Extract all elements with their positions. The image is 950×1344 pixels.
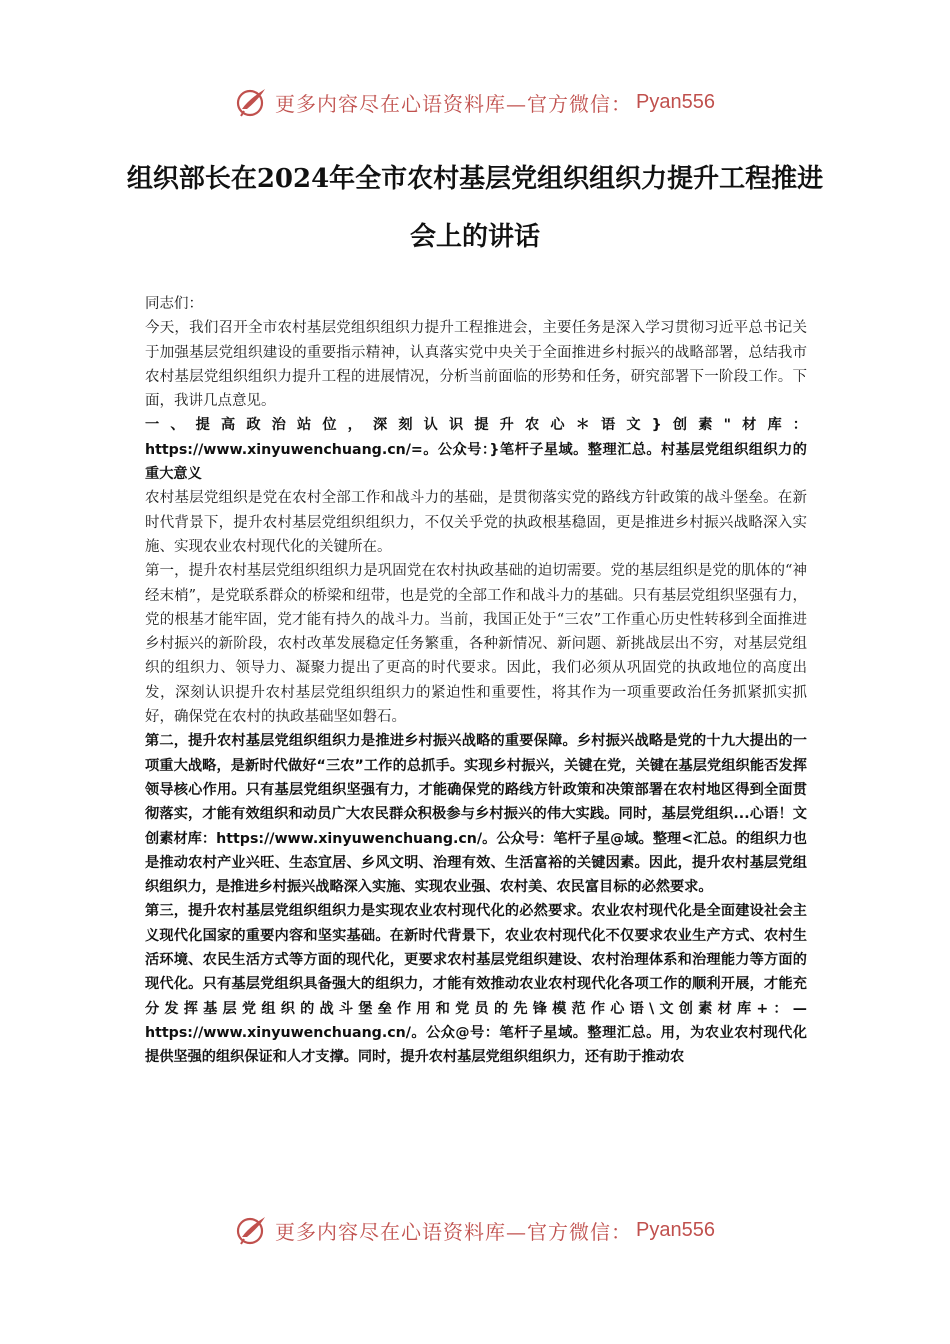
quill-logo-icon bbox=[235, 85, 269, 119]
watermark-text: 更多内容尽在心语资料库—官方微信： bbox=[275, 91, 633, 116]
document-body bbox=[145, 292, 807, 1070]
quill-logo-icon bbox=[235, 1213, 269, 1247]
paragraph-overview: 农村基层党组织是党在农村全部工作和战斗力的基础，是贯彻落实党的路线方针政策的战斗堡垒。在新时代背景下，提升农村基层党组织组织力，不仅关乎党的执政根基稳固，更是推进乡村振兴战略深入实施、实现农业农村现代化的关键所在。 bbox=[145, 490, 807, 555]
watermark-banner-top bbox=[0, 82, 950, 122]
watermark-text: 更多内容尽在心语资料库—官方微信： bbox=[275, 1219, 633, 1244]
salutation: 同志们： bbox=[145, 296, 203, 312]
paragraph-intro: 今天，我们召开全市农村基层党组织组织力提升工程推进会，主要任务是深入学习贯彻习近平总书记关于加强基层党组织建设的重要指示精神，认真落实党中央关于全面推进乡村振兴的战略部署，总结我市农村基层党组织组织力提升工程的进展情况，分析当前面临的形势和任务，研究部署下一阶段工作。下面，我讲几点意见。 bbox=[145, 320, 807, 410]
watermark-wechat: Pyan556 bbox=[636, 1218, 715, 1241]
watermark-banner-bottom bbox=[0, 1210, 950, 1250]
paragraph-point-3: 第三，提升农村基层党组织组织力是实现农业农村现代化的必然要求。农业农村现代化是全面建设社会主义现代化国家的重要内容和坚实基础。在新时代背景下，农业农村现代化不仅要求农业生产方式、农村生活环境、农民生活方式等方面的现代化，更要求农村基层党组织建设、农村治理体系和治理能力等方面的现代化。只有基层党组织具备强大的组织力，才能有效推动农业农村现代化各项工作的顺利开展，才能充分发挥基层党组织的战斗堡垒作用和党员的先锋模范作心语\文创素材库+：—https://www.xinyuwenchuang.cn/。公众@号：笔杆子星域。整理汇总。用，为农业农村现代化提供坚强的组织保证和人才支撑。同时，提升农村基层党组织组织力，还有助于推动农 bbox=[145, 903, 807, 1066]
section-heading-1: 一、提高政治站位，深刻认识提升农心＊语文}创素"材库：https://www.xinyuwenchuang.cn/=。公众号：}笔杆子星域。整理汇总。村基层党组织组织力的重大意义 bbox=[145, 417, 807, 483]
paragraph-point-1: 第一，提升农村基层党组织组织力是巩固党在农村执政基础的迫切需要。党的基层组织是党的肌体的“神经末梢”，是党联系群众的桥梁和纽带，也是党的全部工作和战斗力的基础。只有基层党组织坚强有力，党的根基才能牢固，党才能有持久的战斗力。当前，我国正处于“三农”工作重心历史性转移到全面推进乡村振兴的新阶段，农村改革发展稳定任务繁重，各种新情况、新问题、新挑战层出不穷，对基层党组织的组织力、领导力、凝聚力提出了更高的时代要求。因此，我们必须从巩固党的执政地位的高度出发，深刻认识提升农村基层党组织组织力的紧迫性和重要性，将其作为一项重要政治任务抓紧抓实抓好，确保党在农村的执政基础坚如磐石。 bbox=[145, 563, 807, 726]
paragraph-point-2: 第二，提升农村基层党组织组织力是推进乡村振兴战略的重要保障。乡村振兴战略是党的十九大提出的一项重大战略，是新时代做好“三农”工作的总抓手。实现乡村振兴，关键在党，关键在基层党组织能否发挥领导核心作用。只有基层党组织坚强有力，才能确保党的路线方针政策和决策部署在农村地区得到全面贯彻落实，才能有效组织和动员广大农民群众积极参与乡村振兴的伟大实践。同时，基层党组织...心语！文创素材库：https://www.xinyuwenchuang.cn/。公众号：笔杆子星@域。整理<汇总。的组织力也是推动农村产业兴旺、生态宜居、乡风文明、治理有效、生活富裕的关键因素。因此，提升农村基层党组织组织力，是推进乡村振兴战略深入实施、实现农业强、农村美、农民富目标的必然要求。 bbox=[145, 733, 807, 896]
document-title: 组织部长在2024年全市农村基层党组织组织力提升工程推进会上的讲话 bbox=[126, 164, 824, 252]
watermark-wechat: Pyan556 bbox=[636, 90, 715, 113]
